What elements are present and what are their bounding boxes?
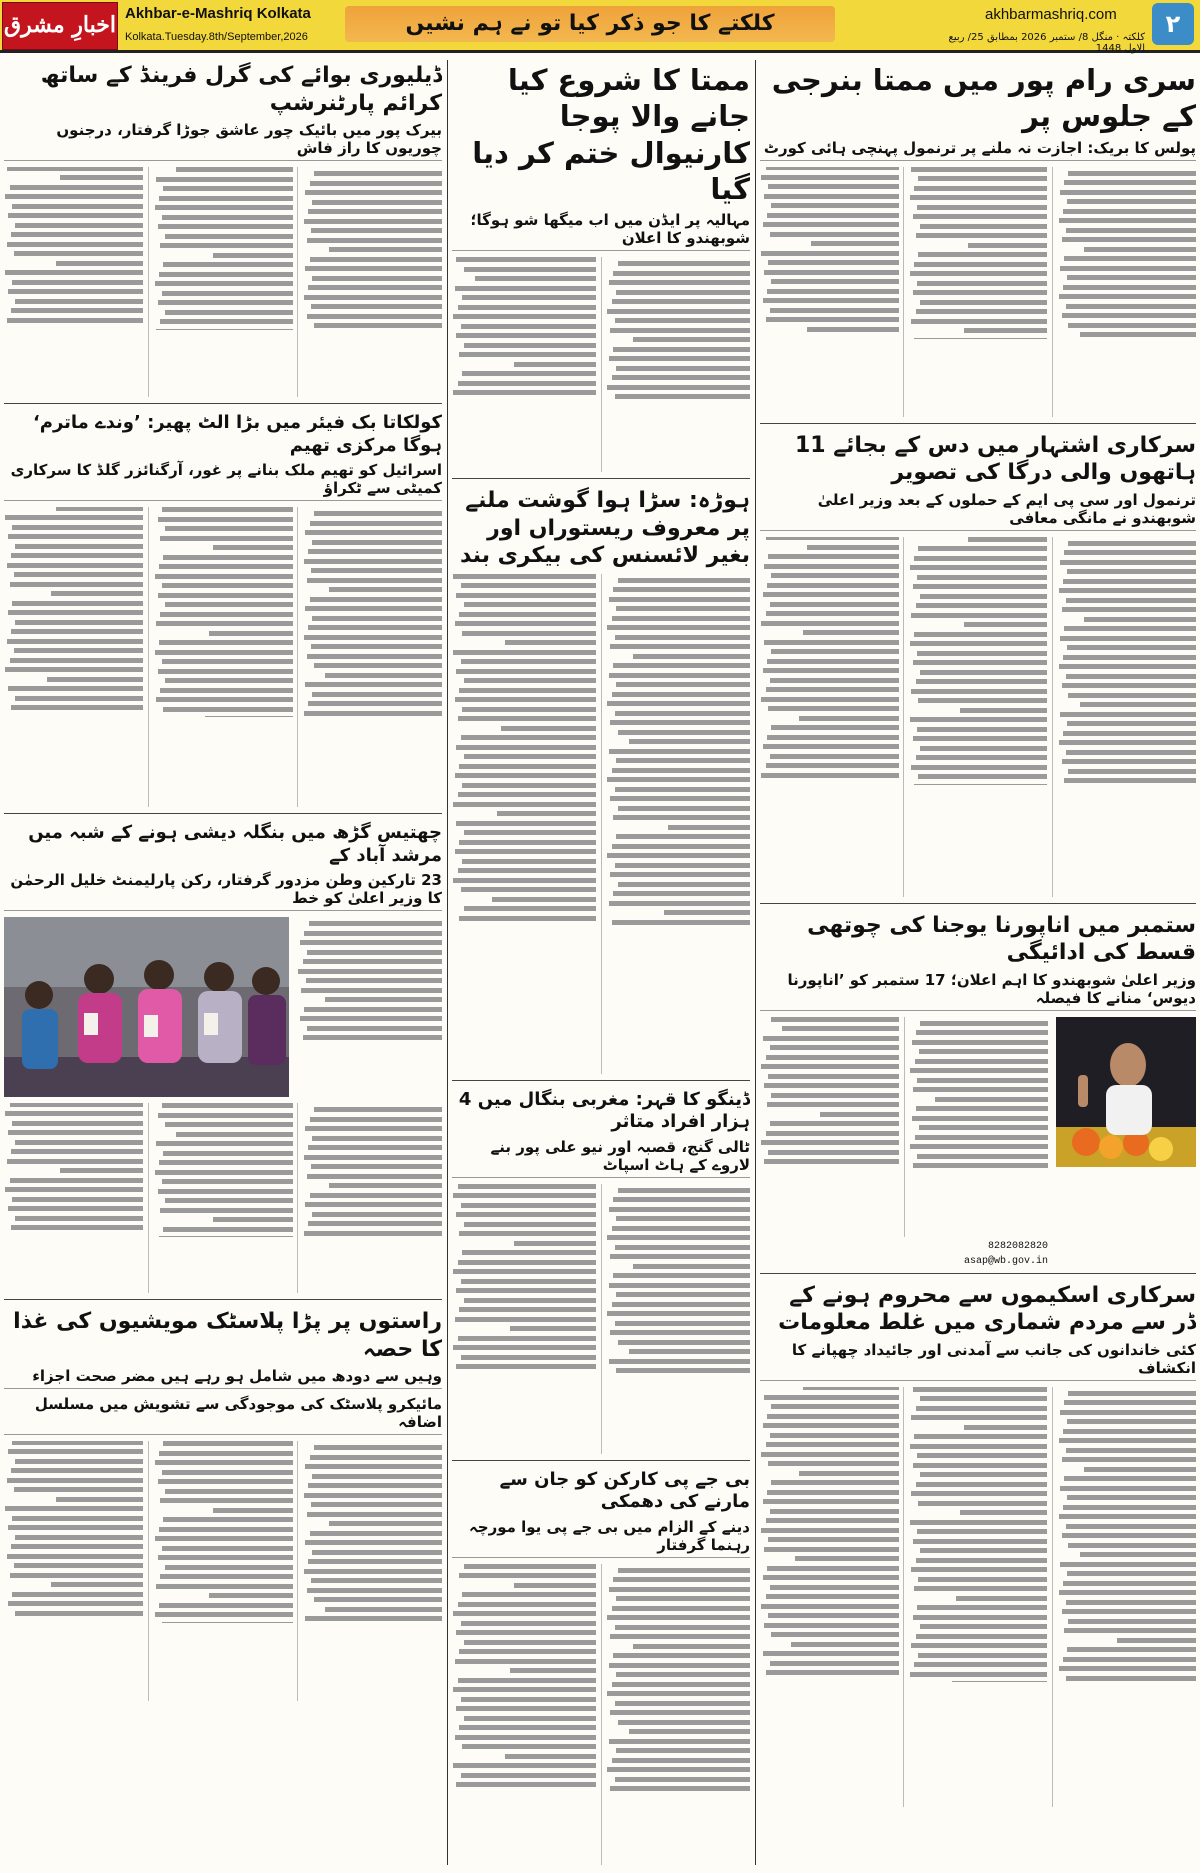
story-headline: چھتیس گڑھ میں بنگلہ دیشی ہونے کے شبہ میں مرشد آباد کے <box>28 822 442 866</box>
story-subhead: مہالیہ پر ایڈن میں اب میگھا شو ہوگا؛ شوبھندو کا اعلان <box>452 211 750 251</box>
story-body <box>4 1441 442 1701</box>
story-delivery-boy <box>4 62 442 404</box>
body-text-filler <box>452 1564 750 1794</box>
story-subhead: کئی خاندانوں کی جانب سے آمدنی اور جائیداد چھپانے کا انکشاف <box>760 1341 1196 1381</box>
story-headline: سرکاری اشتہار میں دس کے بجائے 11 ہاتھوں والی درگا کی تصویر <box>794 432 1196 485</box>
story-headline: ڈینگو کا قہر: مغربی بنگال میں 4 ہزار افراد متاثر <box>458 1088 750 1132</box>
left-column <box>4 60 442 1865</box>
body-text-filler <box>4 1103 442 1237</box>
story-book-fair <box>4 412 442 814</box>
story-subhead: پولس کا بریک: اجازت نہ ملنے پر ترنمول پہنچی ہائی کورٹ <box>760 139 1196 161</box>
story-body <box>760 537 1196 897</box>
story-subhead: دینے کے الزام میں بی جے پی یوا مورچہ رہنما گرفتار <box>452 1518 750 1558</box>
story-body <box>4 167 442 397</box>
story-bjp-threat <box>452 1469 750 1866</box>
chief-minister-photo <box>1056 1017 1196 1167</box>
story-howrah-meat <box>452 487 750 1081</box>
story-migrant-workers <box>4 822 442 1300</box>
story-body <box>452 257 750 472</box>
story-dengue <box>452 1089 750 1461</box>
paper-name: Akhbar-e-Mashriq Kolkata <box>125 5 311 22</box>
story-headline: سری رام پور میں ممتا بنرجی کے جلوس پر <box>771 63 1196 134</box>
story-body <box>452 1564 750 1866</box>
paper-logo: اخبارِ مشرق <box>2 2 118 50</box>
body-text-filler <box>452 1184 750 1376</box>
story-annapurna-yojana <box>760 912 1196 1274</box>
story-subhead: اسرائیل کو تھیم ملک بنانے پر غور، آرگنائزر گلڈ کا سرکاری کمیٹی سے ٹکراؤ <box>4 461 442 501</box>
story-body <box>297 917 442 1097</box>
story-body <box>4 507 442 807</box>
site-url[interactable]: akhbarmashriq.com <box>985 6 1117 23</box>
masthead-banner: کلکتے کا جو ذکر کیا تو نے ہم نشیں <box>345 6 835 42</box>
paper-date: Kolkata.Tuesday.8th/September,2026 <box>125 31 308 43</box>
story-layout <box>4 917 442 1097</box>
story-body <box>760 167 1196 417</box>
middle-column <box>452 60 750 1865</box>
body-text-filler <box>4 167 442 330</box>
right-column <box>760 60 1196 1865</box>
story-census-misinformation <box>760 1282 1196 1813</box>
story-subhead: وہیں سے دودھ میں شامل ہو رہے ہیں مضر صحت اجزاء <box>4 1367 442 1389</box>
story-body <box>760 1387 1196 1807</box>
story-body <box>452 574 750 1074</box>
story-subhead: وزیر اعلیٰ شوبھندو کا اہم اعلان؛ 17 ستمبر کو ’اناپورنا دیوس‘ منانے کا فیصلہ <box>760 971 1196 1011</box>
body-text-filler <box>297 921 442 1040</box>
hijri-date-line: کلکتہ · منگل 8/ ستمبر 2026 بمطابق 25/ ربیع الاول 1448 <box>948 32 1145 54</box>
story-subhead: ٹالی گنج، قصبہ اور نیو علی پور بنے لاروے کے ہاٹ اسپاٹ <box>452 1138 750 1178</box>
story-headline: ممتا کا شروع کیا جانے والا پوجا کارنیوال ختم کر دیا گیا <box>472 63 750 206</box>
story-body <box>452 1184 750 1454</box>
masthead <box>0 0 1200 53</box>
story-body-continued <box>4 1103 442 1293</box>
column-divider <box>447 60 448 1865</box>
body-text-filler <box>760 537 1196 785</box>
body-text-filler <box>4 1441 442 1623</box>
migrant-women-photo <box>4 917 289 1097</box>
story-headline: ہوڑہ: سڑا ہوا گوشت ملنے پر معروف ریستوراں اور بغیر لائسنس کی بیکری بند <box>460 488 750 568</box>
story-layout <box>760 1017 1196 1267</box>
body-text-filler <box>452 574 750 928</box>
story-headline: راستوں پر پڑا پلاسٹک مویشیوں کی غذا کا حصہ <box>13 1309 442 1362</box>
story-puja-carnival <box>452 62 750 479</box>
story-subhead: بیرک پور میں بائیک چور عاشق جوڑا گرفتار، درجنوں چوریوں کا راز فاش <box>4 121 442 161</box>
body-text-filler <box>452 257 750 402</box>
body-text-filler <box>4 507 442 717</box>
story-subhead: 23 تارکین وطن مزدور گرفتار، رکن پارلیمنٹ خلیل الرحمٰن کا وزیر اعلیٰ کو خط <box>4 871 442 911</box>
column-divider <box>755 60 756 1865</box>
body-text-filler <box>760 1387 1196 1683</box>
helpline-phone: 8282082820 <box>987 1240 1048 1252</box>
helpline-email[interactable]: asap@wb.gov.in <box>963 1255 1048 1267</box>
story-srirampur-rally <box>760 62 1196 424</box>
page-number-badge: ۲ <box>1152 3 1194 45</box>
story-durga-ad <box>760 432 1196 904</box>
story-headline: کولکاتا بک فیئر میں بڑا الٹ پھیر: ’وندے ماترم‘ ہوگا مرکزی تھیم <box>32 412 442 456</box>
story-headline: بی جے پی کارکن کو جان سے مارنے کی دھمکی <box>499 1468 750 1512</box>
body-text-filler <box>760 167 1196 339</box>
body-text-filler <box>760 1017 1048 1171</box>
story-body <box>760 1017 1048 1237</box>
story-subhead: ترنمول اور سی پی ایم کے حملوں کے بعد وزیر اعلیٰ شوبھندو نے مانگی معافی <box>760 491 1196 531</box>
story-subhead-second: مائیکرو پلاسٹک کی موجودگی سے تشویش میں مسلسل اضافہ <box>4 1395 442 1435</box>
story-plastic-cattle <box>4 1308 442 1707</box>
story-headline: سرکاری اسکیموں سے محروم ہونے کے ڈر سے مردم شماری میں غلط معلومات <box>778 1282 1196 1335</box>
story-headline: ڈیلیوری بوائے کی گرل فرینڈ کے ساتھ کرائم پارٹنرشپ <box>40 63 442 116</box>
story-headline: ستمبر میں اناپورنا یوجنا کی چوتھی قسط کی ادائیگی <box>807 912 1196 965</box>
